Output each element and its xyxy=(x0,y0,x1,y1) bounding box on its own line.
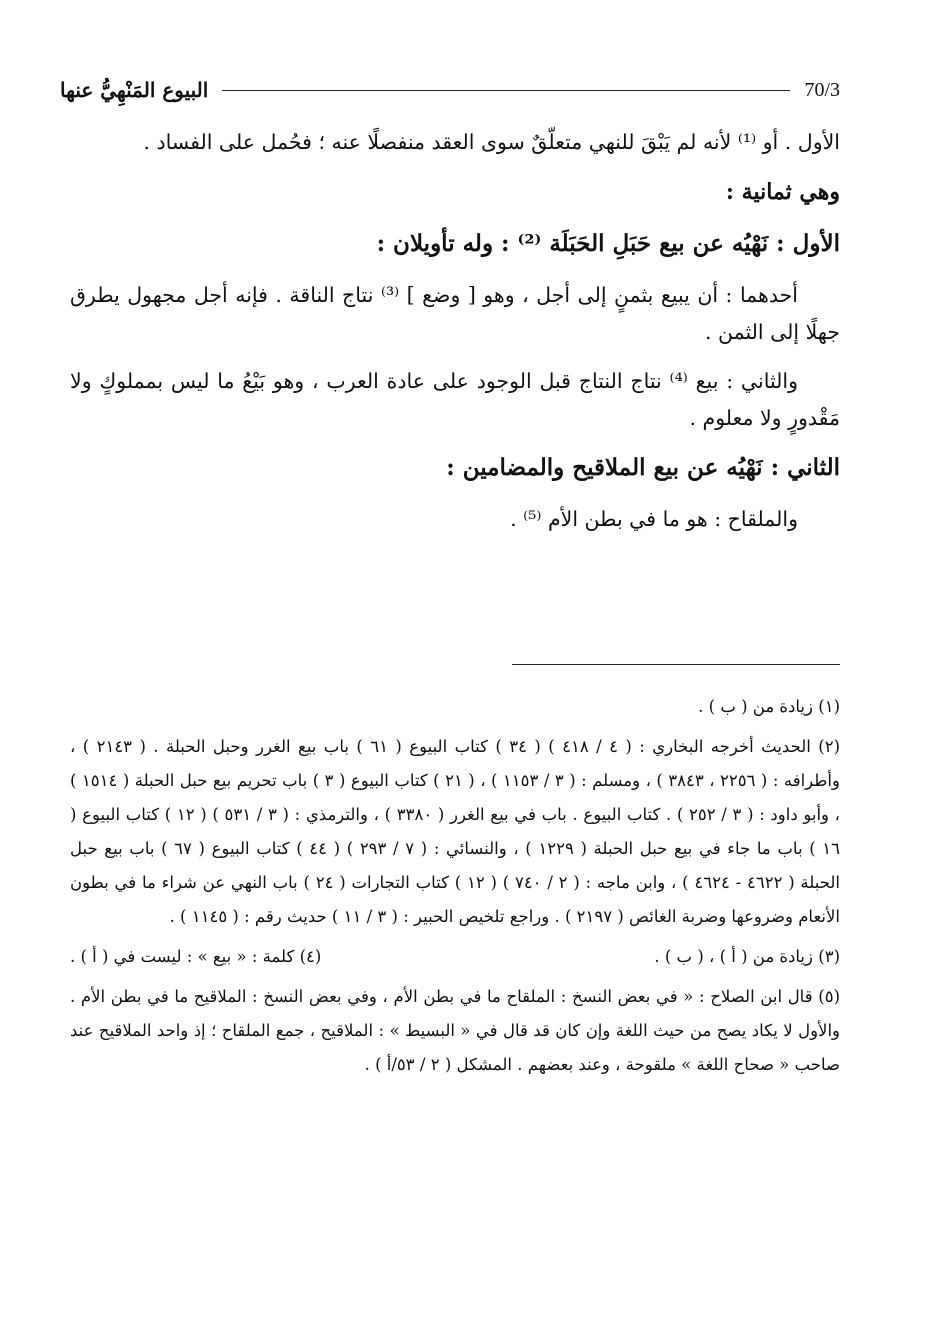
footnote-row-3-4 xyxy=(70,940,840,974)
heading-first-sale: الأول : نَهْيُه عن بيع حَبَلِ الحَبَلَة ⁽²⁾ : وله تأويلان : xyxy=(376,230,840,257)
page-number: 70/3 xyxy=(804,78,840,101)
paragraph-first-interpretation: أحدهما : أن يبيع بثمنٍ إلى أجل ، وهو [ وضع ] ⁽³⁾ نتاج الناقة . فإنه أجل مجهول يطرق جهلًا إلى الثمن . xyxy=(70,283,840,344)
paragraph-malqah: والملقاح : هو ما في بطن الأم ⁽⁵⁾ . xyxy=(510,507,798,531)
footnote-separator xyxy=(512,664,840,665)
footnote-4: (٤) كلمة : « بيع » : ليست في ( أ ) . xyxy=(70,947,322,966)
header-rule xyxy=(222,90,790,91)
paragraph-second-interpretation: والثاني : بيع ⁽⁴⁾ نتاج النتاج قبل الوجود على عادة العرب ، وهو بَيْعُ ما ليس بمملوكٍ ولا مَقْدورٍ ولا معلوم . xyxy=(70,369,840,430)
heading-count: وهي ثمانية : xyxy=(725,179,840,205)
main-text xyxy=(70,124,840,550)
heading-second-sale: الثاني : نَهْيُه عن بيع الملاقيح والمضامين : xyxy=(446,454,840,481)
footnote-1: (١) زيادة من ( ب ) . xyxy=(698,697,840,716)
running-title: البيوع المَنْهِيُّ عنها xyxy=(60,78,209,102)
footnote-5: (٥) قال ابن الصلاح : « في بعض النسخ : الملقاح ما في بطن الأم ، وفي بعض النسخ : الملاقيح ما في بطن الأم . والأول لا يكاد يصح من حيث اللغة وإن كان قد قال في « البسيط » : الملاقيح ، جمع الملقاح ؛ إذ واحد الملاقيح عند صاحب « صحاح اللغة » ملقوحة ، وعند بعضهم . المشكل ( ٢ / ٥٣/أ ) . xyxy=(70,987,840,1074)
footnote-3: (٣) زيادة من ( أ ) ، ( ب ) . xyxy=(654,947,840,966)
footnotes xyxy=(70,690,840,1088)
running-header xyxy=(60,70,840,110)
paragraph-1: الأول . أو ⁽¹⁾ لأنه لم يَبْقَ للنهي متعلّقٌ سوى العقد منفصلًا عنه ؛ فحُمل على الفساد . xyxy=(143,130,840,154)
footnote-2: (٢) الحديث أخرجه البخاري : ( ٤ / ٤١٨ ) ( ٣٤ ) كتاب البيوع ( ٦١ ) باب بيع الغرر وحبل الحبلة . ( ٢١٤٣ ) ، وأطرافه : ( ٢٢٥٦ ، ٣٨٤٣ ) ، ومسلم : ( ٣ / ١١٥٣ ) ، ( ٢١ ) كتاب البيوع ( ٣ ) باب تحريم بيع حبل الحبلة ( ١٥١٤ ) ، وأبو داود : ( ٣ / ٢٥٢ ) . كتاب البيوع . باب في بيع الغرر ( ٣٣٨٠ ) ، والترمذي : ( ٣ / ٥٣١ ) ( ١٢ ) كتاب البيوع ( ١٦ ) باب ما جاء في بيع حبل الحبلة ( ١٢٢٩ ) ، والنسائي : ( ٧ / ٢٩٣ ) ( ٤٤ ) كتاب البيوع ( ٦٧ ) باب بيع حبل الحبلة ( ٤٦٢٢ - ٤٦٢٤ ) ، وابن ماجه : ( ٢ / ٧٤٠ ) ( ١٢ ) كتاب التجارات ( ٢٤ ) باب النهي عن شراء ما في بطون الأنعام وضروعها وضربة الغائص ( ٢١٩٧ ) . وراجع تلخيص الحبير : ( ٣ / ١١ ) حديث رقم : ( ١١٤٥ ) . xyxy=(70,737,841,926)
